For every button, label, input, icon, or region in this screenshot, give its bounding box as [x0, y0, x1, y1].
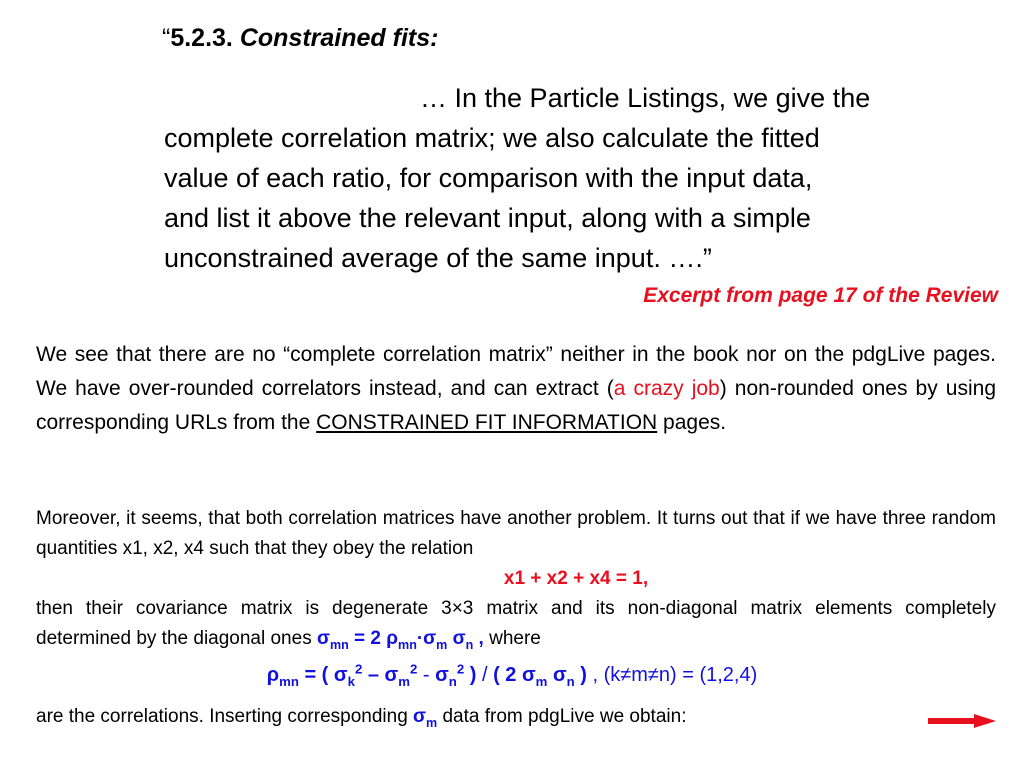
para2-text: then their covariance matrix is degenerate 3×3 matrix and its non-diagonal matrix elements completely determined by the diagonal ones [36, 598, 996, 649]
quoted-excerpt [164, 78, 1000, 278]
excerpt-source: Excerpt from page 17 of the Review [643, 284, 998, 307]
sigma-relation: $\sigma_{mn} = 2$ $\rho_{mn}\cdot\sigma_m$ $\sigma_n$ , [316, 628, 490, 652]
crazy-job-highlight: a crazy job [613, 377, 720, 400]
formula-expression: $\rho_{mn}$ = ( $\sigma_k^2 - \sigma_m^2 - \sigma_n^2$ ) / ( 2 $\sigma_m$ $\sigma_n$ ) [266, 661, 587, 689]
paragraph-degenerate-matrix [36, 504, 996, 654]
constraint-relation: x1 + x2 + x4 = 1, [503, 568, 649, 589]
quote-line: … In the Particle Listings, we give the [420, 83, 871, 113]
index-condition: , (k≠m≠n) = (1,2,4) [586, 664, 758, 686]
paragraph-correlation-matrix [36, 338, 996, 440]
section-number: 5.2.3. [170, 24, 233, 52]
section-heading [162, 24, 438, 53]
quote-line: and list it above the relevant input, along with a simple [164, 203, 811, 233]
closing-line [36, 706, 686, 728]
para1-text: We see that there are no “complete correlation matrix” neither in the book nor on the pdgLive pages. We have over-rounded correlators instead, and can extract ( [36, 343, 996, 400]
quote-line: value of each ratio, for comparison with the input data, [164, 163, 813, 193]
right-arrow-icon-svg [928, 713, 998, 729]
para1-text: ) non-rounded ones by using corresponding URLs from the [36, 377, 996, 434]
quote-line: complete correlation matrix; we also calculate the fitted [164, 123, 820, 153]
quote-line: unconstrained average of the same input. ….” [164, 243, 712, 273]
para1-text: pages. [657, 411, 727, 434]
constrained-fit-link[interactable]: CONSTRAINED FIT INFORMATION [316, 411, 658, 434]
where-text: where [489, 628, 541, 649]
para2-text: Moreover, it seems, that both correlation matrices have another problem. It turns out that if we have three random quantities x1, x2, x4 such that they obey the relation [36, 508, 996, 559]
closing-text: are the correlations. Inserting corresponding [36, 706, 414, 727]
section-title: Constrained fits: [239, 24, 439, 52]
closing-text: data from pdgLive we obtain: [437, 706, 687, 727]
sigma-m-symbol: $\sigma_m$ [413, 706, 438, 730]
right-arrow-icon [928, 713, 998, 734]
correlation-formula [0, 661, 1024, 689]
open-quote-mark: “ [162, 24, 171, 52]
